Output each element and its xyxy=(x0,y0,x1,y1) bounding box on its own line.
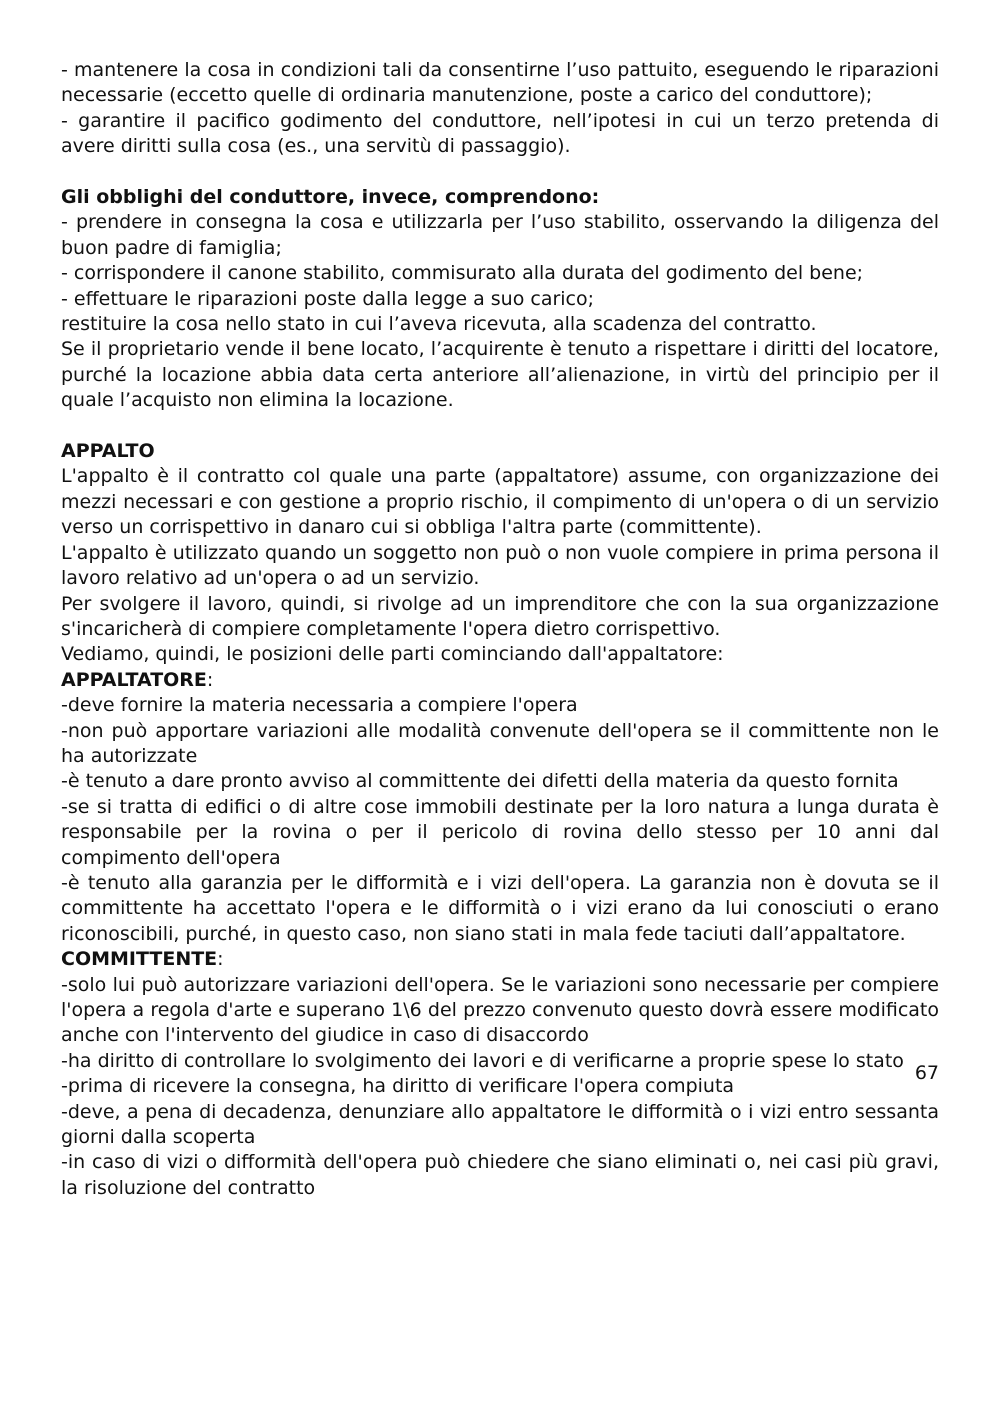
locatore-obligation-item: - mantenere la cosa in condizioni tali da consentirne l’uso pattuito, eseguendo le riparazioni necessarie (eccetto quelle di ordinaria manutenzione, poste a carico del conduttore); xyxy=(61,59,939,107)
conduttore-obligation-item: - prendere in consegna la cosa e utilizzarla per l’uso stabilito, osservando la diligenza del buon padre di famiglia; xyxy=(61,211,939,259)
appaltatore-heading-line xyxy=(61,668,939,693)
appalto-paragraph: Per svolgere il lavoro, quindi, si rivolge ad un imprenditore che con la sua organizzazione s'incaricherà di compiere completamente l'opera dietro corrispettivo. xyxy=(61,592,939,640)
sale-paragraph: Se il proprietario vende il bene locato, l’acquirente è tenuto a rispettare i diritti del locatore, purché la locazione abbia data certa anteriore all’alienazione, in virtù del principio per il quale l’acquisto non elimina la locazione. xyxy=(61,338,939,412)
heading-colon: : xyxy=(217,948,224,971)
appalto-paragraph: L'appalto è utilizzato quando un soggetto non può o non vuole compiere in prima persona il lavoro relativo ad un'opera o ad un servizio. xyxy=(61,541,939,590)
conduttore-obligations-heading: Gli obblighi del conduttore, invece, comprendono: xyxy=(61,186,600,209)
appaltatore-item: -è tenuto alla garanzia per le difformità e i vizi dell'opera. La garanzia non è dovuta se il committente ha accettato l'opera e le difformità o i vizi erano da lui conosciuti o erano riconoscibili, purché, in questo caso, non siano stati in mala fede taciuti dall’appaltatore. xyxy=(61,871,939,945)
paragraph-gap xyxy=(61,414,939,439)
conduttore-obligation-item: - effettuare le riparazioni poste dalla legge a suo carico; xyxy=(61,287,595,310)
committente-item: -in caso di vizi o difformità dell'opera può chiedere che siano eliminati o, nei casi più gravi, la risoluzione del contratto xyxy=(61,1151,939,1199)
paragraph-gap xyxy=(61,160,939,185)
committente-item: -deve, a pena di decadenza, denunziare allo appaltatore le difformità o i vizi entro sessanta giorni dalla scoperta xyxy=(61,1100,939,1149)
committente-item: -prima di ricevere la consegna, ha diritto di verificare l'opera compiuta xyxy=(61,1075,735,1098)
committente-heading-line xyxy=(61,947,939,972)
appalto-paragraph: Vediamo, quindi, le posizioni delle parti cominciando dall'appaltatore: xyxy=(61,643,724,666)
committente-item: -solo lui può autorizzare variazioni dell'opera. Se le variazioni sono necessarie per compiere l'opera a regola d'arte e superano 1\6 del prezzo convenuto questo dovrà essere modificato anche con l'intervento del giudice in caso di disaccordo xyxy=(61,973,939,1047)
appalto-paragraph: L'appalto è il contratto col quale una parte (appaltatore) assume, con organizzazione dei mezzi necessari e con gestione a proprio rischio, il compimento di un'opera o di un servizio verso un corrispettivo in danaro cui si obbliga l'altra parte (committente). xyxy=(61,465,939,539)
page-number: 67 xyxy=(914,1062,939,1084)
committente-heading: COMMITTENTE xyxy=(61,948,218,971)
conduttore-obligation-item: restituire la cosa nello stato in cui l’aveva ricevuta, alla scadenza del contratto. xyxy=(61,313,817,336)
locatore-obligation-item: - garantire il pacifico godimento del conduttore, nell’ipotesi in cui un terzo pretenda di avere diritti sulla cosa (es., una servitù di passaggio). xyxy=(61,109,939,158)
appaltatore-item: -non può apportare variazioni alle modalità convenute dell'opera se il committente non le ha autorizzate xyxy=(61,719,939,767)
document-page xyxy=(61,58,939,1201)
appaltatore-item: -se si tratta di edifici o di altre cose immobili destinate per la loro natura a lunga durata è responsabile per la rovina o per il pericolo di rovina dello stesso per 10 anni dal compimento dell'opera xyxy=(61,795,939,869)
conduttore-obligation-item: - corrispondere il canone stabilito, commisurato alla durata del godimento del bene; xyxy=(61,262,864,285)
appaltatore-item: -deve fornire la materia necessaria a compiere l'opera xyxy=(61,694,578,717)
appaltatore-item: -è tenuto a dare pronto avviso al committente dei difetti della materia da questo fornita xyxy=(61,770,899,793)
committente-item: -ha diritto di controllare lo svolgimento dei lavori e di verificarne a proprie spese lo stato xyxy=(61,1049,904,1072)
appaltatore-heading: APPALTATORE xyxy=(61,668,207,691)
heading-colon: : xyxy=(206,668,214,691)
appalto-heading: APPALTO xyxy=(61,440,155,463)
